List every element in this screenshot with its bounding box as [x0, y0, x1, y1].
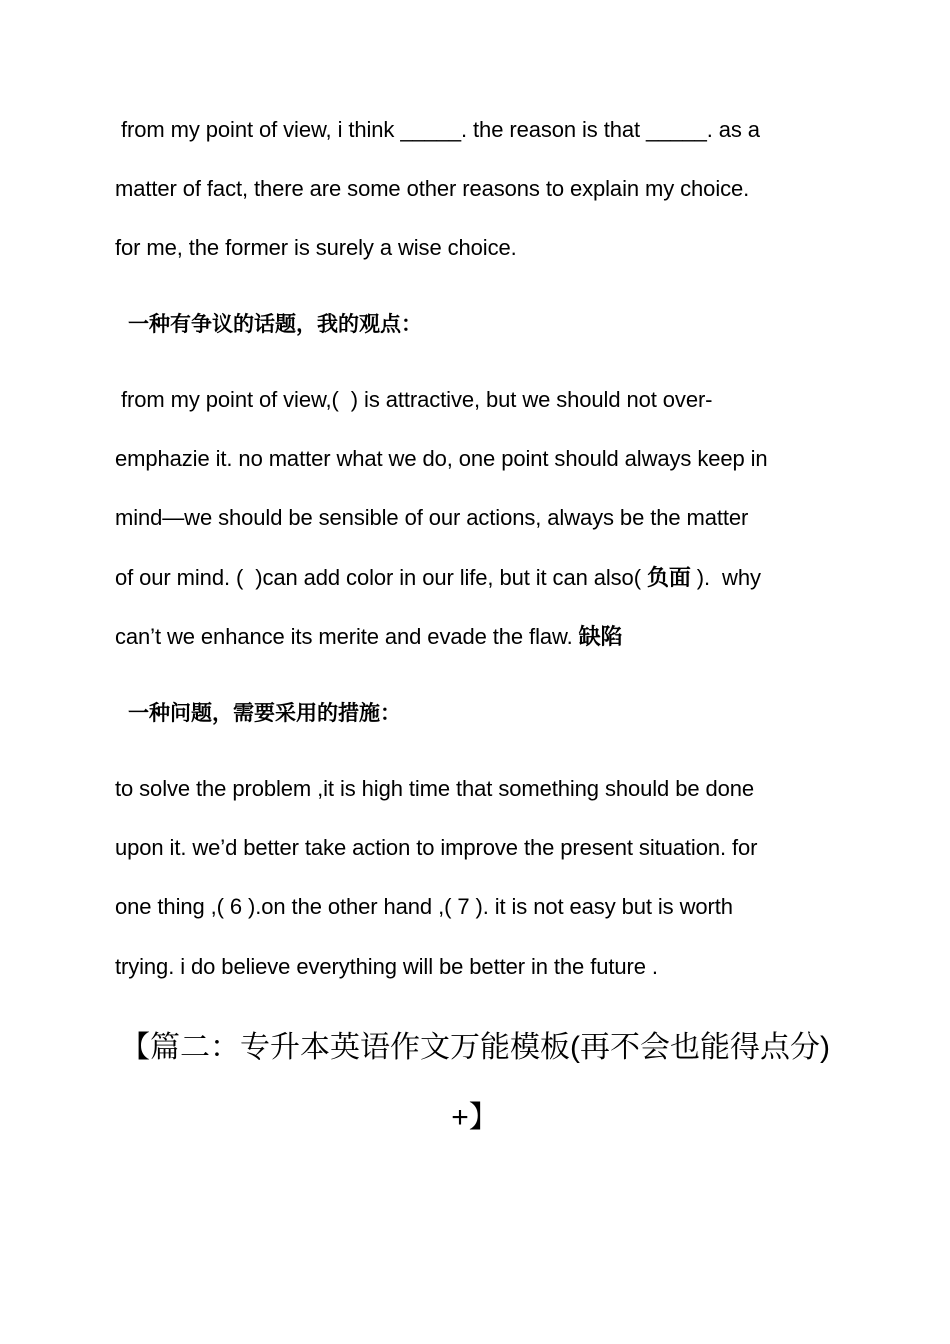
line-text: ). why	[696, 565, 761, 590]
bold-term: 负面	[646, 565, 691, 590]
line-text: of our mind. ( )can add color in our life, but it can also(	[115, 565, 641, 590]
paragraph-line: matter of fact, there are some other reasons to explain my choice.	[115, 176, 750, 201]
paragraph-line: to solve the problem ,it is high time that something should be done	[115, 776, 755, 801]
bold-term: 缺陷	[578, 624, 623, 649]
section-heading-controversial-topic: 一种有争议的话题，我的观点：	[128, 313, 422, 336]
paragraph-line	[115, 623, 622, 651]
paragraph-line: one thing ,( 6 ).on the other hand ,( 7 ). it is not easy but is worth	[115, 894, 733, 919]
section-title: 【篇二：专升本英语作文万能模板(再不会也能得点分)	[120, 1031, 830, 1064]
section-title-continued: +】	[451, 1101, 499, 1134]
paragraph-line: trying. i do believe everything will be better in the future .	[115, 954, 658, 979]
paragraph-line	[115, 564, 761, 592]
line-text: can’t we enhance its merite and evade the flaw.	[115, 624, 579, 649]
paragraph-line: for me, the former is surely a wise choice.	[115, 235, 517, 260]
paragraph-line: emphazie it. no matter what we do, one point should always keep in	[115, 446, 768, 471]
paragraph-line: mind—we should be sensible of our actions, always be the matter	[115, 505, 749, 530]
paragraph-line: from my point of view, i think _____. the reason is that _____. as a	[115, 117, 760, 142]
paragraph-line: from my point of view,( ) is attractive, but we should not over-	[115, 387, 713, 412]
section-heading-problem-measures: 一种问题，需要采用的措施：	[128, 702, 401, 725]
paragraph-line: upon it. we’d better take action to improve the present situation. for	[115, 835, 758, 860]
